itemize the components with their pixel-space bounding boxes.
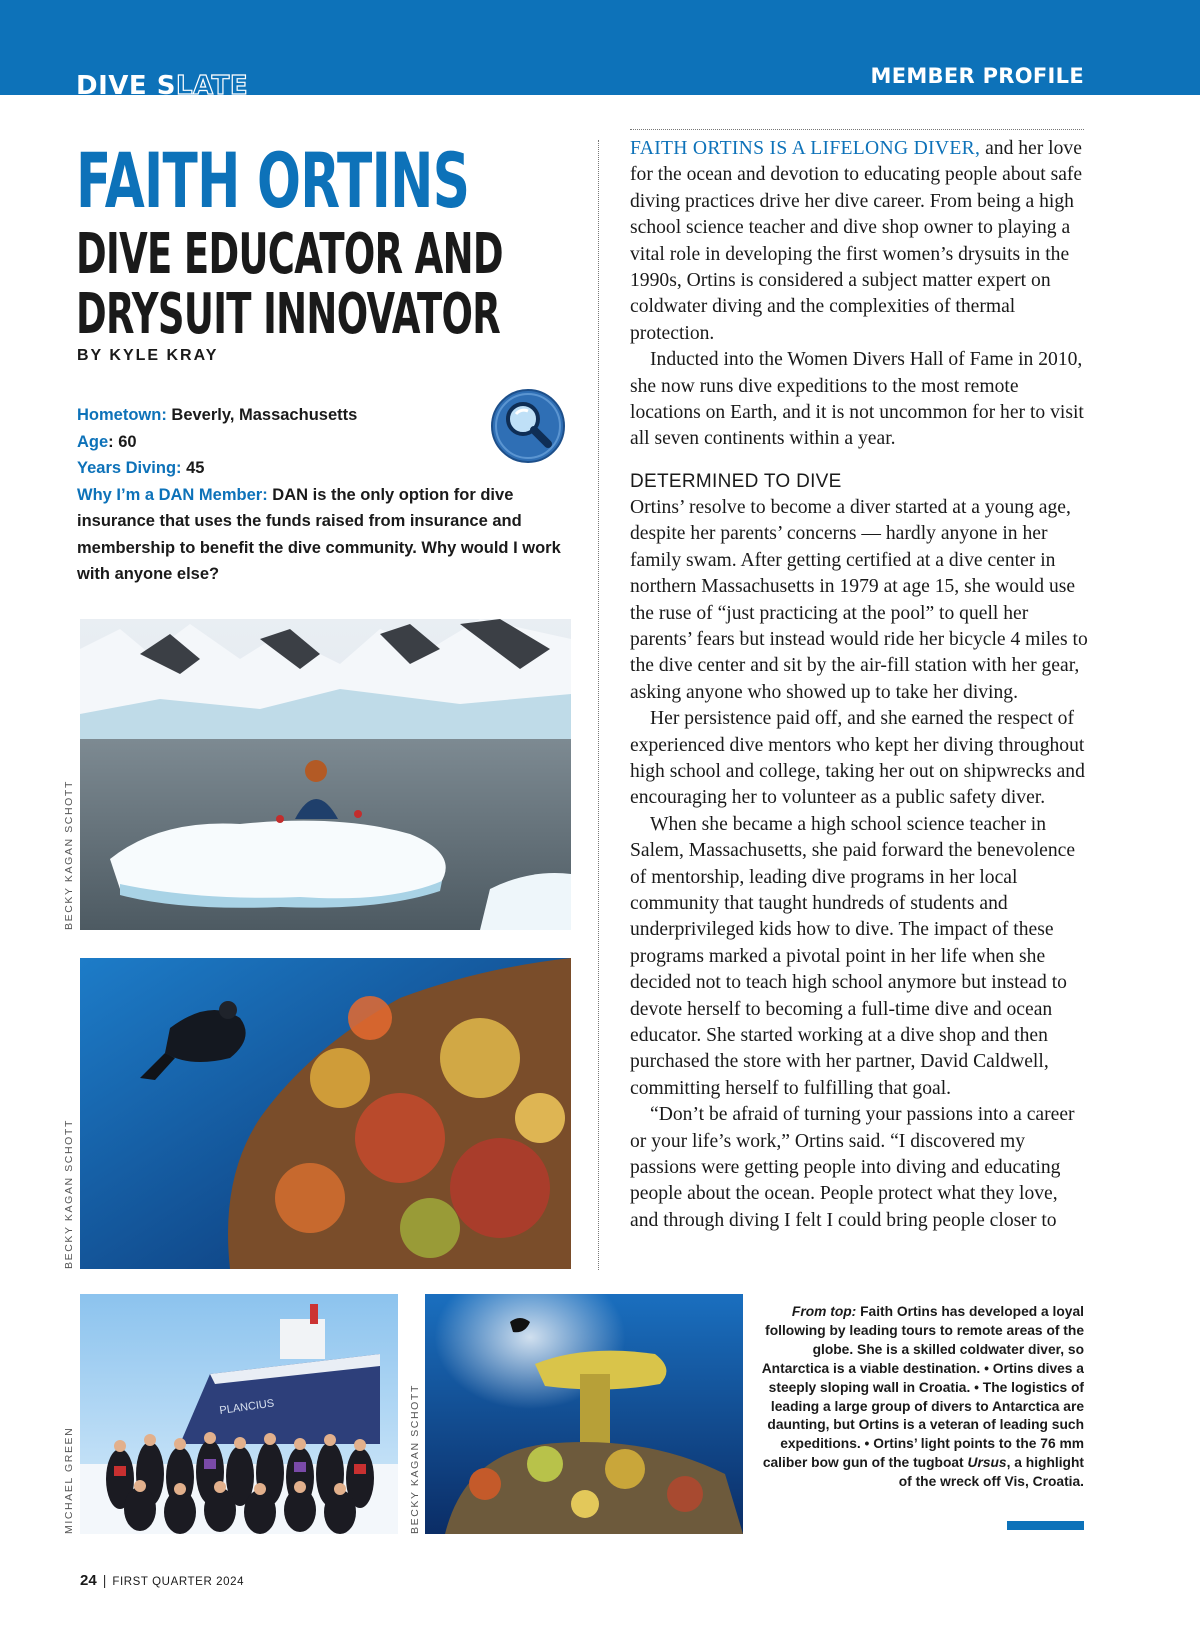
top-dotted-rule	[630, 129, 1084, 130]
fact-years-diving: Years Diving: 45	[77, 459, 205, 477]
fact-hometown: Hometown: Beverly, Massachusetts	[77, 406, 358, 424]
page-footer: 24 | FIRST QUARTER 2024	[80, 1572, 245, 1589]
section-label-dive-slate: DIVE SLATE	[76, 71, 249, 95]
photo-caption: From top: Faith Ortins has developed a loyal following by leading tours to remote areas of the globe. She is a skilled coldwater diver, so Antarctica is a viable destination. • Ortins dives a steeply sloping wall in Croatia. • The logistics of leading a large group of divers to Antarctica are daunting, but Ortins is a veteran of leading such expeditions. • Ortins’ light points to the 76 mm caliber bow gun of the tugboat Ursus, a highlight of the wreck off Vis, Croatia.	[761, 1304, 1084, 1490]
photo-credit-2: BECKY KAGAN SCHOTT	[63, 1119, 75, 1269]
fact-why-dan: Why I’m a DAN Member: DAN is the only option for dive insurance that uses the funds raised from insurance and membership to benefit the dive community. Why would I work with anyone else?	[77, 485, 561, 583]
column-divider	[598, 140, 599, 1270]
article-paragraph: “Don’t be afraid of turning your passions into a career or your life’s work,” Ortins said. “I discovered my passions were getting people into diving and educating people about the ocean. People protect what they love, and through diving I felt I could bring people closer to	[630, 1104, 1075, 1231]
photo-antarctica-ice-floe	[80, 619, 571, 930]
fact-age: Age: 60	[77, 432, 137, 451]
caption-accent-bar	[1007, 1521, 1084, 1530]
photo-credit-4: BECKY KAGAN SCHOTT	[409, 1384, 421, 1534]
ship-name-label: PLANCIUS	[218, 1397, 275, 1417]
article-paragraph: Her persistence paid off, and she earned the respect of experienced dive mentors who kept her diving throughout high school and college, taking her out on shipwrecks and encouraging her to volunteer as a public safety diver.	[630, 708, 1085, 809]
page-number: 24	[80, 1572, 97, 1589]
byline: BY KYLE KRAY	[77, 347, 219, 364]
photo-credit-3: MICHAEL GREEN	[63, 1426, 75, 1534]
article-paragraph: When she became a high school science teacher in Salem, Massachusetts, she paid forward the benevolence of mentorship, leading dive programs in her local community that taught hundreds of students and underprivileged kids how to dive. The impact of these programs marked a pivotal point in her life when she decided not to teach high school anymore but instead to devote herself to becoming a full-time dive and ocean educator. She started working at a dive shop and then purchased the store with her partner, David Caldwell, committing herself to fulfilling that goal.	[630, 813, 1076, 1099]
article-body	[630, 136, 1090, 1234]
profile-facts	[77, 402, 567, 588]
article-subheading: DETERMINED TO DIVE	[630, 470, 842, 492]
photo-ursus-wreck	[425, 1294, 743, 1534]
subheadline: DIVE EDUCATOR AND DRYSUIT INNOVATOR	[76, 222, 503, 347]
photo-group-antarctica	[80, 1294, 398, 1534]
article-lead: FAITH ORTINS IS A LIFELONG DIVER,	[630, 138, 981, 159]
article-paragraph: Inducted into the Women Divers Hall of Fame in 2010, she now runs dive expeditions to the most remote locations on Earth, and it is not uncommon for her to visit all seven continents within a year.	[630, 349, 1084, 450]
photo-croatia-wall-dive	[80, 958, 571, 1269]
article-paragraph: FAITH ORTINS IS A LIFELONG DIVER, and her love for the ocean and devotion to educating people about safe diving practices drive her dive career. From being a high school science teacher and dive shop owner to playing a vital role in developing the first women’s drysuits in the 1990s, Ortins is considered a subject matter expert on coldwater diving and the complexities of thermal protection.	[630, 138, 1083, 344]
article-paragraph: Ortins’ resolve to become a diver started at a young age, despite her parents’ concerns — hardly anyone in her family swam. After getting certified at a dive center in northern Massachusetts in 1979 at age 15, she would use the ruse of “just practicing at the pool” to quell her parents’ fears but instead would ride her bicycle 4 miles to the dive center and sit by the air-fill station with her gear, asking anyone who showed up to take her diving.	[630, 496, 1088, 703]
section-label-member-profile: MEMBER PROFILE	[870, 64, 1084, 88]
headline: FAITH ORTINS	[76, 136, 470, 225]
photo-credit-1: BECKY KAGAN SCHOTT	[63, 780, 75, 930]
issue-label: FIRST QUARTER 2024	[112, 1576, 245, 1588]
